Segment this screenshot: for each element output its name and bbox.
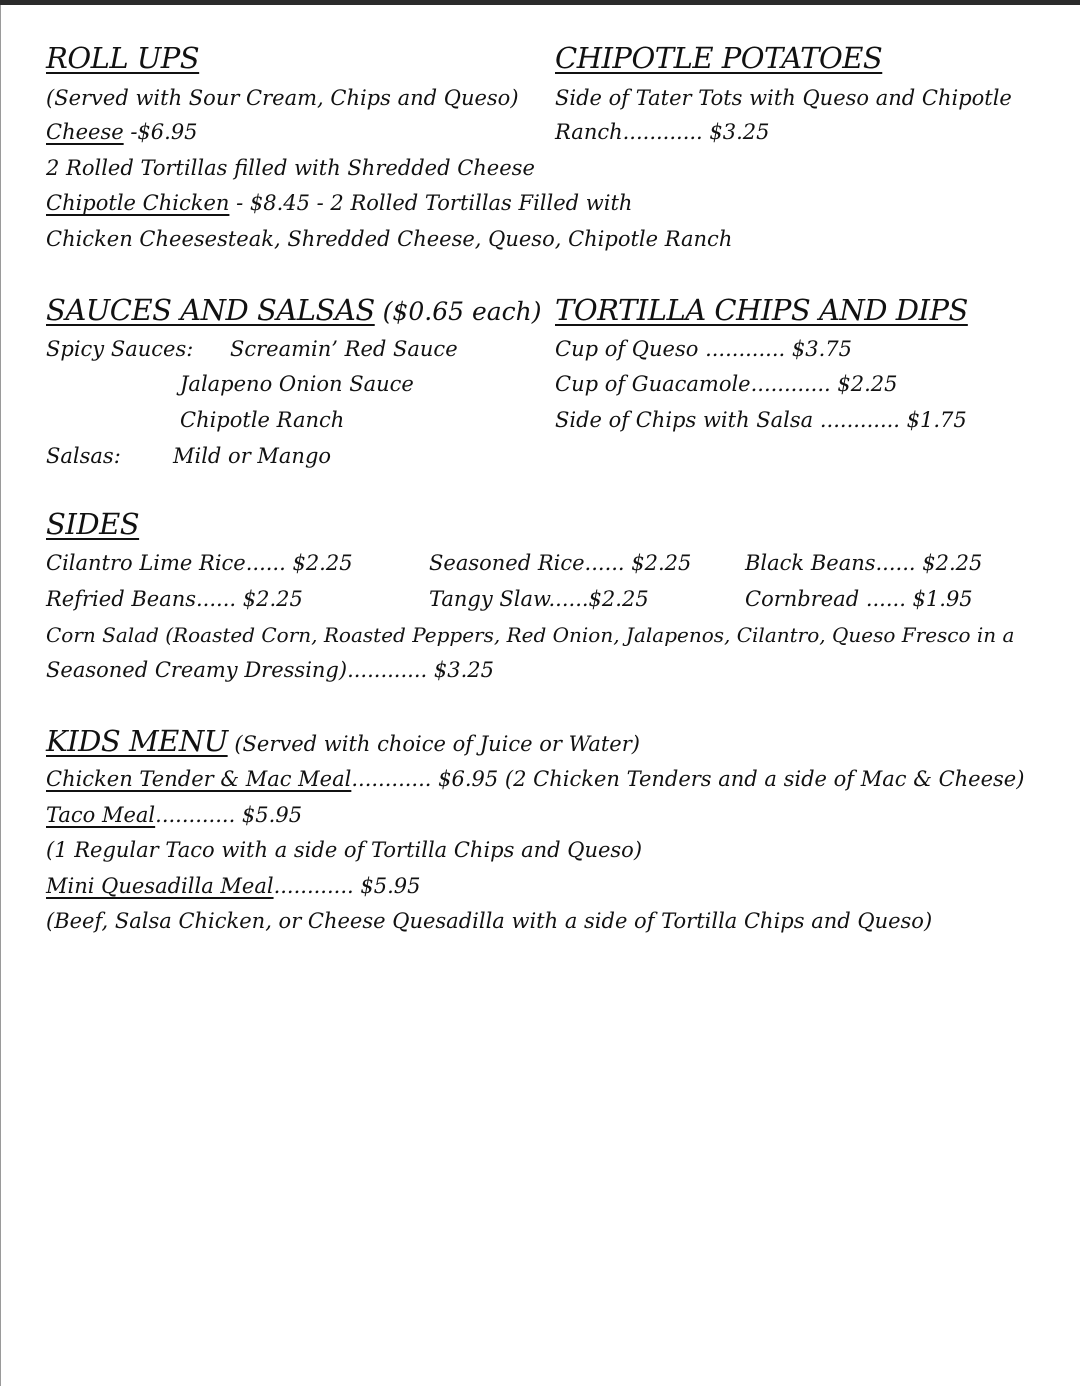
tortilla-chips-item: Cup of Queso ............ $3.75 [555, 337, 852, 361]
spicy-sauce-item: Screamin’ Red Sauce [230, 337, 458, 361]
roll-ups-cheese-line [46, 117, 198, 147]
kids-tender-name: Chicken Tender & Mac Meal [46, 767, 352, 791]
tortilla-chips-item: Side of Chips with Salsa ............ $1.75 [555, 408, 967, 432]
spicy-sauce-item: Jalapeno Onion Sauce [180, 372, 414, 396]
kids-taco-line [46, 800, 302, 830]
kids-tender-rest: ............ $6.95 (2 Chicken Tenders and a side of Mac & Cheese) [351, 767, 1025, 791]
tortilla-chips-item: Cup of Guacamole............ $2.25 [555, 372, 898, 396]
chipotle-potatoes-line2: Ranch............ $3.25 [555, 120, 770, 144]
roll-ups-chicken-line [46, 188, 632, 218]
kids-menu-heading-line [46, 723, 640, 759]
sauces-price-note: ($0.65 each) [374, 297, 542, 326]
roll-ups-chicken-desc: Chicken Cheesesteak, Shredded Cheese, Queso, Chipotle Ranch [46, 227, 733, 251]
kids-taco-name: Taco Meal [46, 803, 156, 827]
sides-item: Black Beans...... $2.25 [745, 551, 983, 575]
tortilla-chips-heading: TORTILLA CHIPS AND DIPS [555, 293, 968, 327]
spicy-sauce-item: Chipotle Ranch [180, 408, 345, 432]
sides-heading: SIDES [46, 507, 140, 541]
kids-quesadilla-rest: ............ $5.95 [273, 874, 421, 898]
roll-ups-cheese-name: Cheese [46, 120, 124, 144]
kids-quesadilla-desc: (Beef, Salsa Chicken, or Cheese Quesadilla with a side of Tortilla Chips and Queso) [46, 909, 933, 933]
sides-item: Cilantro Lime Rice...... $2.25 [46, 551, 353, 575]
spicy-sauces-label: Spicy Sauces: [46, 337, 194, 361]
kids-menu-heading: KIDS MENU [46, 724, 228, 758]
roll-ups-heading: ROLL UPS [46, 41, 200, 75]
sides-item: Tangy Slaw......$2.25 [429, 587, 649, 611]
roll-ups-cheese-price: -$6.95 [123, 120, 198, 144]
roll-ups-note: (Served with Sour Cream, Chips and Queso) [46, 86, 519, 110]
salsas-items: Mild or Mango [173, 444, 332, 468]
sides-item: Cornbread ...... $1.95 [745, 587, 973, 611]
sides-item: Refried Beans...... $2.25 [46, 587, 303, 611]
corn-salad-line2: Seasoned Creamy Dressing)............ $3.25 [46, 658, 494, 682]
chipotle-potatoes-line1: Side of Tater Tots with Queso and Chipotle [555, 86, 1012, 110]
kids-taco-rest: ............ $5.95 [155, 803, 303, 827]
roll-ups-chicken-price: - $8.45 - 2 Rolled Tortillas Filled with [229, 191, 633, 215]
kids-menu-note: (Served with choice of Juice or Water) [227, 732, 640, 756]
kids-tender-line [46, 764, 1024, 794]
salsas-label: Salsas: [46, 444, 121, 468]
roll-ups-chicken-name: Chipotle Chicken [46, 191, 230, 215]
sauces-heading: SAUCES AND SALSAS [46, 293, 375, 327]
kids-taco-desc: (1 Regular Taco with a side of Tortilla Chips and Queso) [46, 838, 643, 862]
roll-ups-cheese-desc: 2 Rolled Tortillas filled with Shredded Cheese [46, 156, 535, 180]
kids-quesadilla-name: Mini Quesadilla Meal [46, 874, 274, 898]
kids-quesadilla-line [46, 871, 420, 901]
sides-item: Seasoned Rice...... $2.25 [429, 551, 692, 575]
chipotle-potatoes-heading: CHIPOTLE POTATOES [555, 41, 883, 75]
corn-salad-line1: Corn Salad (Roasted Corn, Roasted Peppers, Red Onion, Jalapenos, Cilantro, Queso Fresco in a [46, 623, 1015, 647]
sauces-heading-line [46, 292, 542, 328]
